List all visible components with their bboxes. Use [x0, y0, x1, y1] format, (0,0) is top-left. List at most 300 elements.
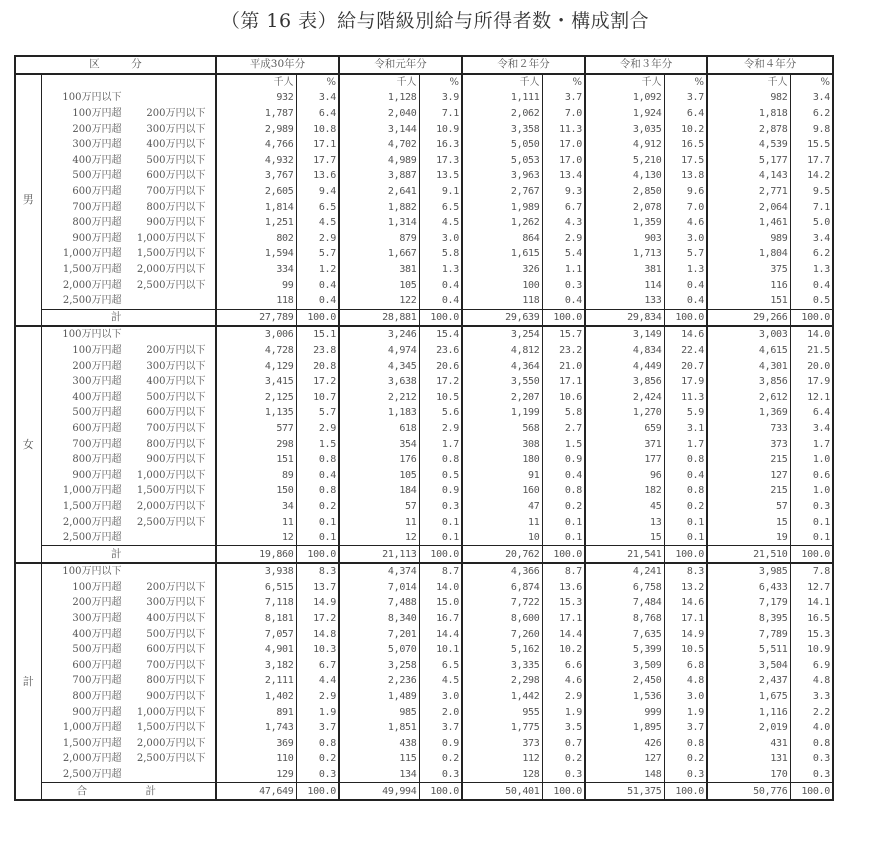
subtotal-count: 27,789 [216, 309, 296, 326]
subtotal-pct: 100.0 [790, 309, 833, 326]
pct-cell: 8.3 [664, 564, 707, 580]
pct-cell: 0.1 [296, 530, 339, 546]
count-cell: 2,111 [216, 673, 296, 689]
bracket-lower: 100万円以下 [62, 92, 122, 104]
table-row [15, 327, 833, 343]
count-cell: 431 [707, 736, 790, 752]
bracket-label [41, 580, 216, 596]
count-cell: 999 [585, 704, 664, 720]
bracket-label [41, 736, 216, 752]
count-cell: 151 [216, 452, 296, 468]
count-cell: 5,399 [585, 642, 664, 658]
pct-cell: 0.3 [419, 767, 462, 783]
count-cell: 3,887 [339, 168, 419, 184]
pct-cell: 0.1 [419, 514, 462, 530]
count-cell: 114 [585, 277, 664, 293]
count-cell: 1,183 [339, 405, 419, 421]
section-label: 計 [15, 563, 41, 800]
count-cell: 100 [462, 277, 542, 293]
count-cell: 12 [216, 530, 296, 546]
bracket-lower: 700万円超 [72, 201, 122, 213]
count-cell: 618 [339, 421, 419, 437]
count-cell: 2,078 [585, 199, 664, 215]
pct-cell: 4.5 [419, 673, 462, 689]
pct-cell: 0.1 [664, 530, 707, 546]
count-cell: 903 [585, 231, 664, 247]
unit-pct-label: % [296, 74, 339, 91]
count-cell: 5,050 [462, 137, 542, 153]
pct-cell: 0.1 [296, 514, 339, 530]
year-header: 平成30年分 [216, 56, 339, 74]
pct-cell: 3.0 [664, 231, 707, 247]
pct-cell: 4.8 [790, 673, 833, 689]
pct-cell: 5.7 [296, 246, 339, 262]
pct-cell: 0.3 [790, 499, 833, 515]
count-cell: 15 [707, 514, 790, 530]
count-cell: 3,335 [462, 658, 542, 674]
pct-cell: 6.4 [790, 405, 833, 421]
pct-cell: 17.0 [542, 137, 585, 153]
pct-cell: 0.8 [790, 736, 833, 752]
count-cell: 4,974 [339, 343, 419, 359]
table-row [15, 467, 833, 483]
count-cell: 373 [707, 436, 790, 452]
bracket-upper: 2,000万円以下 [136, 264, 206, 276]
count-cell: 6,515 [216, 580, 296, 596]
bracket-upper: 800万円以下 [146, 438, 206, 450]
pct-cell: 14.4 [419, 626, 462, 642]
bracket-label [41, 499, 216, 515]
count-cell: 1,442 [462, 689, 542, 705]
pct-cell: 3.0 [419, 689, 462, 705]
bracket-lower: 700万円超 [72, 438, 122, 450]
count-cell: 4,366 [462, 564, 542, 580]
count-cell: 128 [462, 767, 542, 783]
pct-cell: 9.6 [664, 184, 707, 200]
pct-cell: 0.8 [296, 452, 339, 468]
pct-cell: 7.8 [790, 564, 833, 580]
pct-cell: 2.9 [419, 421, 462, 437]
count-cell: 7,179 [707, 595, 790, 611]
bracket-lower: 600万円超 [72, 422, 122, 434]
pct-cell: 0.4 [296, 293, 339, 309]
pct-cell: 9.4 [296, 184, 339, 200]
pct-cell: 3.0 [664, 689, 707, 705]
count-cell: 13 [585, 514, 664, 530]
count-cell: 96 [585, 467, 664, 483]
subtotal-count: 21,541 [585, 546, 664, 563]
subtotal-pct: 100.0 [296, 783, 339, 800]
pct-cell: 14.6 [664, 595, 707, 611]
pct-cell: 10.9 [419, 121, 462, 137]
count-cell: 151 [707, 293, 790, 309]
count-cell: 7,722 [462, 595, 542, 611]
count-cell: 134 [339, 767, 419, 783]
section-label: 男 [15, 74, 41, 327]
count-cell: 438 [339, 736, 419, 752]
table-row [15, 483, 833, 499]
bracket-label [41, 514, 216, 530]
pct-cell: 14.2 [790, 168, 833, 184]
pct-cell: 1.2 [296, 262, 339, 278]
pct-cell: 17.2 [419, 374, 462, 390]
subtotal-label: 計 [41, 309, 216, 326]
count-cell: 1,787 [216, 106, 296, 122]
table-row [15, 689, 833, 705]
count-cell: 127 [707, 467, 790, 483]
count-cell: 1,594 [216, 246, 296, 262]
count-cell: 3,856 [585, 374, 664, 390]
bracket-lower: 300万円超 [72, 613, 122, 625]
bracket-lower: 500万円超 [72, 170, 122, 182]
table-row [15, 153, 833, 169]
bracket-upper: 400万円以下 [146, 613, 206, 625]
count-cell: 1,882 [339, 199, 419, 215]
count-cell: 369 [216, 736, 296, 752]
count-cell: 879 [339, 231, 419, 247]
table-row [15, 168, 833, 184]
pct-cell: 12.7 [790, 580, 833, 596]
count-cell: 127 [585, 751, 664, 767]
pct-cell: 6.7 [542, 199, 585, 215]
count-cell: 3,550 [462, 374, 542, 390]
bracket-upper: 800万円以下 [146, 675, 206, 687]
pct-cell: 21.0 [542, 358, 585, 374]
bracket-lower: 700万円超 [72, 675, 122, 687]
count-cell: 180 [462, 452, 542, 468]
bracket-lower: 400万円超 [72, 154, 122, 166]
subtotal-pct: 100.0 [296, 309, 339, 326]
bracket-lower: 300万円超 [72, 376, 122, 388]
count-cell: 308 [462, 436, 542, 452]
subtotal-label: 計 [41, 546, 216, 563]
pct-cell: 0.4 [419, 277, 462, 293]
pct-cell: 17.1 [296, 137, 339, 153]
count-cell: 955 [462, 704, 542, 720]
bracket-label [41, 483, 216, 499]
count-cell: 1,804 [707, 246, 790, 262]
pct-cell: 17.7 [296, 153, 339, 169]
bracket-upper: 500万円以下 [146, 154, 206, 166]
count-cell: 5,070 [339, 642, 419, 658]
count-cell: 2,767 [462, 184, 542, 200]
count-cell: 148 [585, 767, 664, 783]
pct-cell: 2.9 [542, 689, 585, 705]
unit-pct-label: % [419, 74, 462, 91]
bracket-label [41, 452, 216, 468]
pct-cell: 17.2 [296, 374, 339, 390]
table-row [15, 580, 833, 596]
count-cell: 8,768 [585, 611, 664, 627]
count-cell: 2,298 [462, 673, 542, 689]
table-row [15, 199, 833, 215]
count-cell: 4,834 [585, 343, 664, 359]
bracket-upper: 200万円以下 [146, 108, 206, 120]
pct-cell: 14.0 [419, 580, 462, 596]
count-cell: 1,314 [339, 215, 419, 231]
unit-count-label: 千人 [339, 74, 419, 91]
pct-cell: 0.1 [790, 514, 833, 530]
pct-cell: 1.3 [790, 262, 833, 278]
bracket-lower: 2,000万円超 [62, 279, 122, 291]
pct-cell: 15.3 [542, 595, 585, 611]
bracket-lower: 800万円超 [72, 691, 122, 703]
pct-cell: 12.1 [790, 389, 833, 405]
subtotal-count: 29,639 [462, 309, 542, 326]
pct-cell: 13.7 [296, 580, 339, 596]
count-cell: 381 [585, 262, 664, 278]
pct-cell: 16.5 [790, 611, 833, 627]
count-cell: 1,667 [339, 246, 419, 262]
pct-cell: 0.2 [419, 751, 462, 767]
pct-cell: 0.1 [664, 514, 707, 530]
bracket-upper: 400万円以下 [146, 139, 206, 151]
count-cell: 1,895 [585, 720, 664, 736]
pct-cell: 0.2 [296, 751, 339, 767]
bracket-upper: 400万円以下 [146, 376, 206, 388]
count-cell: 11 [216, 514, 296, 530]
pct-cell: 15.7 [542, 327, 585, 343]
table-row [15, 673, 833, 689]
pct-cell: 0.4 [296, 467, 339, 483]
pct-cell: 14.9 [664, 626, 707, 642]
bracket-label [41, 90, 216, 106]
count-cell: 4,364 [462, 358, 542, 374]
count-cell: 334 [216, 262, 296, 278]
pct-cell: 4.3 [542, 215, 585, 231]
pct-cell: 23.8 [296, 343, 339, 359]
count-cell: 7,488 [339, 595, 419, 611]
pct-cell: 0.3 [296, 767, 339, 783]
bracket-label [41, 658, 216, 674]
pct-cell: 0.8 [664, 736, 707, 752]
pct-cell: 0.2 [542, 499, 585, 515]
count-cell: 1,111 [462, 90, 542, 106]
bracket-label [41, 421, 216, 437]
pct-cell: 14.0 [790, 327, 833, 343]
count-cell: 375 [707, 262, 790, 278]
count-cell: 57 [707, 499, 790, 515]
pct-cell: 0.3 [542, 767, 585, 783]
pct-cell: 14.1 [790, 595, 833, 611]
pct-cell: 0.4 [542, 293, 585, 309]
count-cell: 373 [462, 736, 542, 752]
count-cell: 176 [339, 452, 419, 468]
subtotal-count: 21,510 [707, 546, 790, 563]
count-cell: 115 [339, 751, 419, 767]
pct-cell: 0.6 [790, 467, 833, 483]
pct-cell: 3.5 [542, 720, 585, 736]
subtotal-count: 21,113 [339, 546, 419, 563]
bracket-lower: 900万円超 [72, 232, 122, 244]
count-cell: 4,932 [216, 153, 296, 169]
count-cell: 3,003 [707, 327, 790, 343]
count-cell: 2,125 [216, 389, 296, 405]
pct-cell: 5.8 [419, 246, 462, 262]
pct-cell: 15.4 [419, 327, 462, 343]
bracket-upper: 300万円以下 [146, 597, 206, 609]
bracket-upper: 500万円以下 [146, 628, 206, 640]
pct-cell: 5.4 [542, 246, 585, 262]
bracket-lower: 900万円超 [72, 706, 122, 718]
pct-cell: 0.4 [664, 277, 707, 293]
pct-cell: 0.9 [419, 483, 462, 499]
pct-cell: 5.7 [296, 405, 339, 421]
count-cell: 129 [216, 767, 296, 783]
pct-cell: 22.4 [664, 343, 707, 359]
pct-cell: 0.3 [790, 767, 833, 783]
count-cell: 118 [462, 293, 542, 309]
table-row [15, 499, 833, 515]
pct-cell: 20.7 [664, 358, 707, 374]
bracket-upper: 900万円以下 [146, 454, 206, 466]
bracket-lower: 2,000万円超 [62, 753, 122, 765]
count-cell: 8,395 [707, 611, 790, 627]
pct-cell: 17.5 [664, 153, 707, 169]
bracket-upper: 200万円以下 [146, 581, 206, 593]
count-cell: 1,199 [462, 405, 542, 421]
pct-cell: 13.6 [542, 580, 585, 596]
count-cell: 2,062 [462, 106, 542, 122]
bracket-label [41, 215, 216, 231]
pct-cell: 13.4 [542, 168, 585, 184]
subtotal-pct: 100.0 [664, 546, 707, 563]
subtotal-pct: 100.0 [664, 783, 707, 800]
subtotal-pct: 100.0 [790, 546, 833, 563]
pct-cell: 3.4 [296, 90, 339, 106]
bracket-label [41, 767, 216, 783]
pct-cell: 7.0 [664, 199, 707, 215]
count-cell: 326 [462, 262, 542, 278]
count-cell: 4,728 [216, 343, 296, 359]
pct-cell: 1.5 [296, 436, 339, 452]
year-header: 令和元年分 [339, 56, 462, 74]
bracket-label [41, 106, 216, 122]
bracket-upper: 2,000万円以下 [136, 737, 206, 749]
pct-cell: 3.0 [419, 231, 462, 247]
table-row [15, 262, 833, 278]
count-cell: 568 [462, 421, 542, 437]
count-cell: 170 [707, 767, 790, 783]
pct-cell: 2.0 [419, 704, 462, 720]
pct-cell: 1.9 [664, 704, 707, 720]
count-cell: 2,850 [585, 184, 664, 200]
bracket-lower: 400万円超 [72, 391, 122, 403]
pct-cell: 6.4 [664, 106, 707, 122]
bracket-label [41, 231, 216, 247]
pct-cell: 9.1 [419, 184, 462, 200]
count-cell: 2,019 [707, 720, 790, 736]
count-cell: 1,369 [707, 405, 790, 421]
count-cell: 91 [462, 467, 542, 483]
bracket-label-blank [41, 74, 216, 91]
pct-cell: 1.5 [542, 436, 585, 452]
pct-cell: 9.5 [790, 184, 833, 200]
count-cell: 7,484 [585, 595, 664, 611]
bracket-upper: 1,500万円以下 [136, 248, 206, 260]
pct-cell: 4.5 [419, 215, 462, 231]
pct-cell: 14.6 [664, 327, 707, 343]
pct-cell: 0.4 [790, 277, 833, 293]
table-body [15, 74, 833, 800]
count-cell: 5,177 [707, 153, 790, 169]
table-row [15, 184, 833, 200]
pct-cell: 0.1 [419, 530, 462, 546]
pct-cell: 3.4 [790, 421, 833, 437]
subtotal-pct: 100.0 [664, 309, 707, 326]
bracket-label [41, 436, 216, 452]
bracket-lower: 100万円以下 [62, 329, 122, 341]
count-cell: 4,702 [339, 137, 419, 153]
count-cell: 3,006 [216, 327, 296, 343]
pct-cell: 8.3 [296, 564, 339, 580]
bracket-label [41, 168, 216, 184]
table-row [15, 231, 833, 247]
pct-cell: 1.7 [419, 436, 462, 452]
subtotal-label: 合 計 [41, 783, 216, 800]
pct-cell: 9.8 [790, 121, 833, 137]
pct-cell: 6.5 [419, 658, 462, 674]
count-cell: 932 [216, 90, 296, 106]
bracket-lower: 200万円超 [72, 597, 122, 609]
bracket-lower: 400万円超 [72, 628, 122, 640]
count-cell: 1,536 [585, 689, 664, 705]
count-cell: 3,246 [339, 327, 419, 343]
pct-cell: 9.3 [542, 184, 585, 200]
count-cell: 5,210 [585, 153, 664, 169]
pct-cell: 2.2 [790, 704, 833, 720]
subtotal-pct: 100.0 [542, 783, 585, 800]
bracket-label [41, 642, 216, 658]
pct-cell: 17.2 [296, 611, 339, 627]
count-cell: 99 [216, 277, 296, 293]
table-row [15, 421, 833, 437]
count-cell: 989 [707, 231, 790, 247]
pct-cell: 0.8 [664, 483, 707, 499]
header-row [15, 56, 833, 74]
pct-cell: 4.8 [664, 673, 707, 689]
bracket-lower: 2,500万円超 [62, 532, 122, 544]
pct-cell: 3.4 [790, 90, 833, 106]
pct-cell: 0.1 [542, 514, 585, 530]
table-row [15, 405, 833, 421]
table-row [15, 658, 833, 674]
pct-cell: 0.4 [419, 293, 462, 309]
pct-cell: 5.0 [790, 215, 833, 231]
pct-cell: 11.3 [664, 389, 707, 405]
count-cell: 4,345 [339, 358, 419, 374]
bracket-label [41, 262, 216, 278]
table-row [15, 436, 833, 452]
bracket-label [41, 405, 216, 421]
bracket-lower: 1,000万円超 [62, 485, 122, 497]
count-cell: 4,901 [216, 642, 296, 658]
bracket-label [41, 704, 216, 720]
count-cell: 1,743 [216, 720, 296, 736]
count-cell: 10 [462, 530, 542, 546]
table-row [15, 736, 833, 752]
count-cell: 1,092 [585, 90, 664, 106]
count-cell: 2,989 [216, 121, 296, 137]
count-cell: 2,771 [707, 184, 790, 200]
pct-cell: 20.6 [419, 358, 462, 374]
count-cell: 7,789 [707, 626, 790, 642]
count-cell: 45 [585, 499, 664, 515]
count-cell: 133 [585, 293, 664, 309]
bracket-upper: 1,500万円以下 [136, 485, 206, 497]
count-cell: 6,433 [707, 580, 790, 596]
pct-cell: 17.3 [419, 153, 462, 169]
